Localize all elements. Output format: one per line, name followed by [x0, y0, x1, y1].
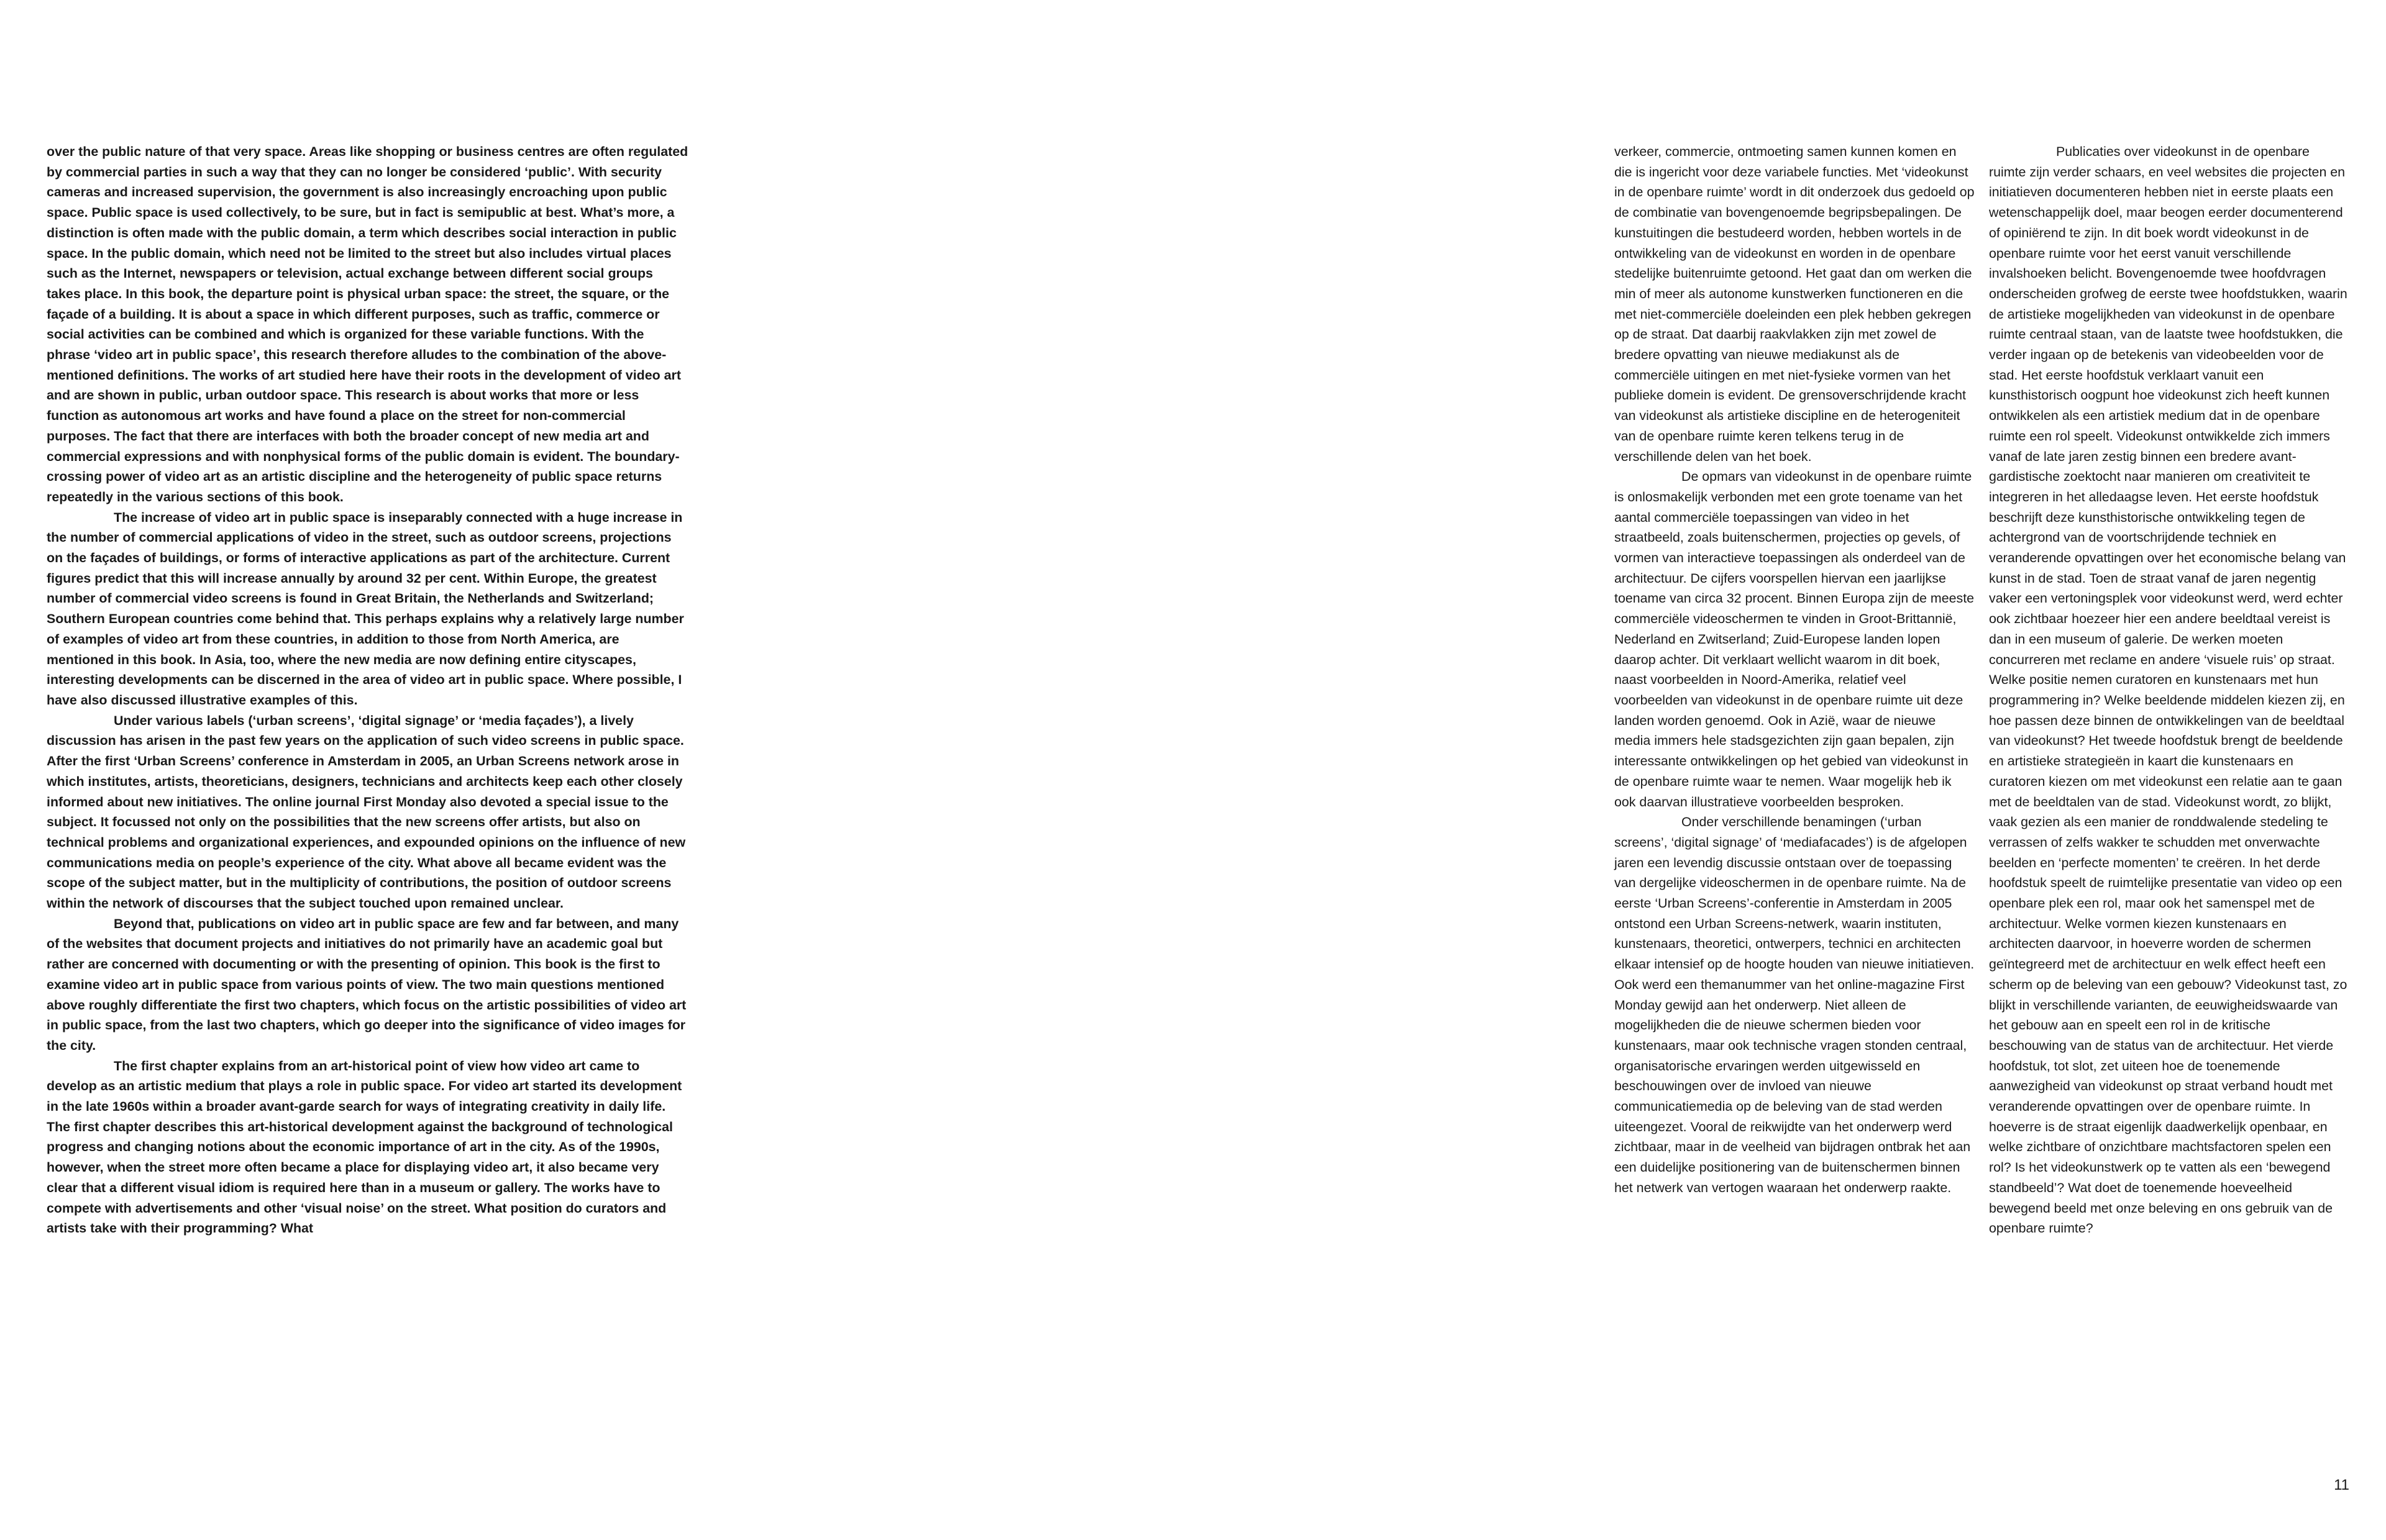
- paragraph: Beyond that, publications on video art in public space are few and far between, and many of the websites that document projects and initiatives do not primarily have an academic goal but rather are concerned with documenting or with the presenting of opinion. This book is the first to examine video art in public space from various points of view. The two main questions mentioned above roughly differentiate the first two chapters, which focus on the artistic possibilities of video art in public space, from the last two chapters, which go deeper into the significance of video images for the city.: [47, 916, 687, 1053]
- left-page-english-text: [47, 142, 690, 1239]
- paragraph: Onder verschillende benamingen (‘urban screens’, ‘digital signage’ of ‘mediafacades’) is de afgelopen jaren een levendig discussie ontstaan over de toepassing van dergelijke videoschermen in de openbare ruimte. Na de eerste ‘Urban Screens’-conferentie in Amsterdam in 2005 ontstond een Urban Screens-netwerk, waarin instituten, kunstenaars, theoretici, ontwerpers, technici en architecten elkaar intensief op de hoogte houden van nieuwe initiatieven. Ook werd een themanummer van het online-magazine First Monday gewijd aan het onderwerp. Niet alleen de mogelijkheden die de nieuwe schermen bieden voor kunstenaars, maar ook technische vragen stonden centraal, organisatorische ervaringen werden uitgewisseld en beschouwingen over de invloed van nieuwe communicatiemedia op de beleving van de stad werden uiteengezet. Vooral de reikwijdte van het onderwerp werd zichtbaar, maar in de veelheid van bijdragen ontbrak het aan een duidelijke positionering van de buitenschermen binnen het netwerk van vertogen waaraan het onderwerp raakte.: [1614, 814, 1975, 1195]
- paragraph: Under various labels (‘urban screens’, ‘digital signage’ or ‘media façades’), a lively discussion has arisen in the past few years on the application of such video screens in public space. After the first ‘Urban Screens’ conference in Amsterdam in 2005, an Urban Screens network arose in which institutes, artists, theoreticians, designers, technicians and architects keep each other closely informed about new initiatives. The online journal First Monday also devoted a special issue to the subject. It focussed not only on the possibilities that the new screens offer artists, but also on technical problems and organizational experiences, and expounded opinions on the influence of new communications media on people’s experience of the city. What above all became evident was the scope of the subject matter, but in the multiplicity of contributions, the position of outdoor screens within the network of discourses that the subject touched upon remained unclear.: [47, 713, 686, 911]
- paragraph: The first chapter explains from an art-historical point of view how video art came to develop as an artistic medium that plays a role in public space. For video art started its development in the late 1960s within a broader avant-garde search for ways of integrating creativity in daily life. The first chapter describes this art-historical development against the background of technological progress and changing notions about the economic importance of art in the city. As of the 1990s, however, when the street more often became a place for displaying video art, it also became very clear that a different visual idiom is required here than in a museum or gallery. The works have to compete with advertisements and other ‘visual noise’ on the street. What position do curators and artists take with their programming? What: [47, 1058, 682, 1236]
- page-number: 11: [2334, 1477, 2349, 1493]
- paragraph: Publicaties over videokunst in de openbare ruimte zijn verder schaars, en veel websites die projecten en initiatieven documenteren hebben niet in eerste plaats een wetenschappelijk doel, maar beogen eerder documenterend of opiniërend te zijn. In dit boek wordt videokunst in de openbare ruimte voor het eerst vanuit verschillende invalshoeken belicht. Bovengenoemde twee hoofdvragen onderscheiden grofweg de eerste twee hoofdstukken, waarin de artistieke mogelijkheden van videokunst in de openbare ruimte centraal staan, van de laatste twee hoofdstukken, die verder ingaan op de betekenis van videobeelden voor de stad. Het eerste hoofdstuk verklaart vanuit een kunsthistorisch oogpunt hoe videokunst zich heeft kunnen ontwikkelen als een artistiek medium dat in de openbare ruimte een rol speelt. Videokunst ontwikkelde zich immers vanaf de late jaren zestig binnen een bredere avant-gardistische zoektocht naar manieren om creativiteit te integreren in het alledaagse leven. Het eerste hoofdstuk beschrijft deze kunsthistorische ontwikkeling tegen de achtergrond van de voortschrijdende techniek en veranderende opvattingen over het economische belang van kunst in de stad. Toen de straat vanaf de jaren negentig vaker een vertoningsplek voor videokunst werd, werd echter ook zichtbaar hoezeer hier een andere beeldtaal vereist is dan in een museum of galerie. De werken moeten concurreren met reclame en andere ‘visuele ruis’ op straat. Welke positie nemen curatoren en kunstenaars met hun programmering in? Welke beeldende middelen kiezen zij, en hoe passen deze binnen de ontwikkelingen van de beeldtaal van videokunst? Het tweede hoofdstuk brengt de beeldende en artistieke strategieën in kaart die kunstenaars en curatoren kiezen om met videokunst een relatie aan te gaan met de beeldtalen van de stad. Videokunst wordt, zo blijkt, vaak gezien als een manier de ronddwalende stedeling te verrassen of zelfs wakker te schudden met onverwachte beelden en ‘perfecte momenten’ te creëren. In het derde hoofdstuk speelt de ruimtelijke presentatie van video op een openbare plek een rol, maar ook het samenspel met de architectuur. Welke vormen kiezen kunstenaars en architecten daarvoor, in hoeverre worden de schermen geïntegreerd met de architectuur en welk effect heeft een scherm op de beleving van een gebouw? Videokunst tast, zo blijkt in verschillende varianten, de eeuwigheidswaarde van het gebouw aan en speelt een rol in de kritische beschouwing van de status van de architectuur. Het vierde hoofdstuk, tot slot, zet uiteen hoe de toenemende aanwezigheid van videokunst op straat verband houdt met veranderende opvattingen over de openbare ruimte. In hoeverre is de straat eigenlijk daadwerkelijk openbaar, en welke zichtbare of onzichtbare machtsfactoren spelen een rol? Is het videokunstwerk op te vatten als een ‘bewegend standbeeld’? Wat doet de toenemende hoeveelheid bewegend beeld met onze beleving en ons gebruik van de openbare ruimte?: [1989, 144, 2347, 1236]
- paragraph: De opmars van videokunst in de openbare ruimte is onlosmakelijk verbonden met een grote toename van het aantal commerciële toepassingen van video in het straatbeeld, zoals buitenschermen, projecties op gevels, of vormen van interactieve toepassingen als onderdeel van de architectuur. De cijfers voorspellen hiervan een jaarlijkse toename van circa 32 procent. Binnen Europa zijn de meeste commerciële videoschermen te vinden in Groot-Brittannië, Nederland en Zwitserland; Zuid-Europese landen lopen daarop achter. Dit verklaart wellicht waarom in dit boek, naast voorbeelden in Noord-Amerika, relatief veel voorbeelden van videokunst in de openbare ruimte uit deze landen worden genoemd. Ook in Azië, waar de nieuwe media immers hele stadsgezichten zijn gaan bepalen, zijn interessante ontwikkelingen op het gebied van videokunst in de openbare ruimte waar te nemen. Waar mogelijk heb ik ook daarvan illustratieve voorbeelden besproken.: [1614, 469, 1975, 809]
- right-page-dutch-column-1: [1614, 142, 1975, 1198]
- paragraph: verkeer, commercie, ontmoeting samen kunnen komen en die is ingericht voor deze variabele functies. Met ‘videokunst in de openbare ruimte’ wordt in dit onderzoek dus gedoeld op de combinatie van bovengenoemde begripsbepalingen. De kunstuitingen die bestudeerd worden, hebben wortels in de ontwikkeling van de videokunst en worden in de openbare stedelijke buitenruimte getoond. Het gaat dan om werken die min of meer als autonome kunstwerken functioneren en die met niet-commerciële doeleinden een plek hebben gekregen op de straat. Dat daarbij raakvlakken zijn met zowel de bredere opvatting van nieuwe mediakunst als de commerciële uitingen en met niet-fysieke vormen van het publieke domein is evident. De grensoverschrijdende kracht van videokunst als artistieke discipline en de heterogeniteit van de openbare ruimte keren telkens terug in de verschillende delen van het boek.: [1614, 144, 1975, 464]
- paragraph: over the public nature of that very space. Areas like shopping or business centres are often regulated by commercial parties in such a way that they can no longer be considered ‘public’. With security cameras and increased supervision, the government is also increasingly encroaching upon public space. Public space is used collectively, to be sure, but in fact is semipublic at best. What’s more, a distinction is often made with the public domain, a term which describes social interaction in public space. In the public domain, which need not be limited to the street but also includes virtual places such as the Internet, newspapers or television, actual exchange between different social groups takes place. In this book, the departure point is physical urban space: the street, the square, or the façade of a building. It is about a space in which different purposes, such as traffic, commerce or social activities can be combined and which is organized for these variable functions. With the phrase ‘video art in public space’, this research therefore alludes to the combination of the above-mentioned definitions. The works of art studied here have their roots in the development of video art and are shown in public, urban outdoor space. This research is about works that more or less function as autonomous art works and have found a place on the street for non-commercial purposes. The fact that there are interfaces with both the broader concept of new media art and commercial expressions and with nonphysical forms of the public domain is evident. The boundary-crossing power of video art as an artistic discipline and the heterogeneity of public space returns repeatedly in the various sections of this book.: [47, 144, 688, 504]
- right-page-dutch-column-2: [1989, 142, 2349, 1239]
- paragraph: The increase of video art in public space is inseparably connected with a huge increase in the number of commercial applications of video in the street, such as outdoor screens, projections on the façades of buildings, or forms of interactive applications as part of the architecture. Current figures predict that this will increase annually by around 32 per cent. Within Europe, the greatest number of commercial video screens is found in Great Britain, the Netherlands and Switzerland; Southern European countries come behind that. This perhaps explains why a relatively large number of examples of video art from these countries, in addition to those from North America, are mentioned in this book. In Asia, too, where the new media are now defining entire cityscapes, interesting developments can be discerned in the area of video art in public space. Where possible, I have also discussed illustrative examples of this.: [47, 509, 684, 708]
